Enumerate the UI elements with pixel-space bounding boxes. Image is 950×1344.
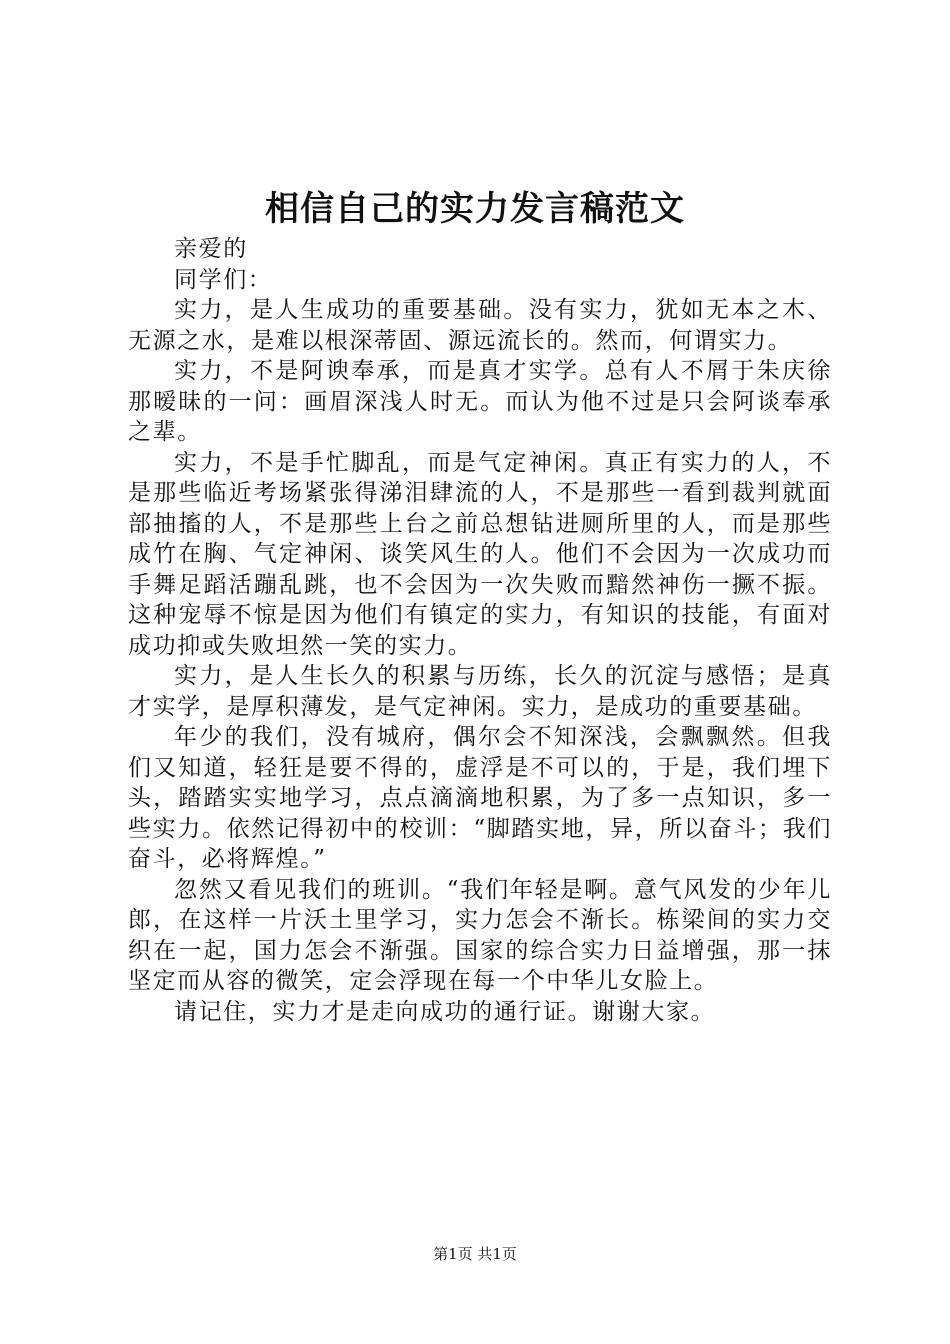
paragraph: 请记住，实力才是走向成功的通行证。谢谢大家。 — [174, 998, 716, 1025]
paragraph: 实力，不是阿谀奉承，而是真才实学。总有人不屑于朱庆徐那暧昧的一问：画眉深浅人时无。而认为他不过是只会阿谈奉承之辈。 — [128, 358, 832, 445]
salutation-line-2: 同学们： — [174, 266, 273, 293]
paragraph: 忽然又看见我们的班训。“我们年轻是啊。意气风发的少年儿郎，在这样一片沃土里学习，实力怎会不渐长。栋梁间的实力交织在一起，国力怎会不渐强。国家的综合实力日益增强，那一抹坚定而从容的微笑，定会浮现在每一个中华儿女脸上。 — [128, 876, 832, 994]
paragraph: 实力，不是手忙脚乱，而是气定神闲。真正有实力的人，不是那些临近考场紧张得涕泪肆流的人，不是那些一看到裁判就面部抽搐的人，不是那些上台之前总想钻进厕所里的人，而是那些成竹在胸、气定神闲、谈笑风生的人。他们不会因为一次成功而手舞足蹈活蹦乱跳，也不会因为一次失败而黯然神伤一撅不振。这种宠辱不惊是因为他们有镇定的实力，有知识的技能，有面对成功抑或失败坦然一笑的实力。 — [128, 449, 832, 659]
paragraph: 实力，是人生长久的积累与历练，长久的沉淀与感悟；是真才实学，是厚积薄发，是气定神闲。实力，是成功的重要基础。 — [128, 663, 832, 720]
paragraph: 实力，是人生成功的重要基础。没有实力，犹如无本之木、无源之水，是难以根深蒂固、源远流长的。然而，何谓实力。 — [128, 297, 832, 354]
document-title: 相信自己的实力发言稿范文 — [265, 189, 685, 229]
paragraph: 年少的我们，没有城府，偶尔会不知深浅，会飘飘然。但我们又知道，轻狂是要不得的，虚浮是不可以的，于是，我们埋下头，踏踏实实地学习，点点滴滴地积累，为了多一点知识，多一些实力。依然记得初中的校训：“脚踏实地，异，所以奋斗；我们奋斗，必将辉煌。” — [128, 724, 832, 872]
page-footer: 第1页 共1页 — [433, 1245, 517, 1263]
salutation-line-1: 亲爱的 — [174, 236, 248, 262]
document-body — [128, 234, 832, 1027]
